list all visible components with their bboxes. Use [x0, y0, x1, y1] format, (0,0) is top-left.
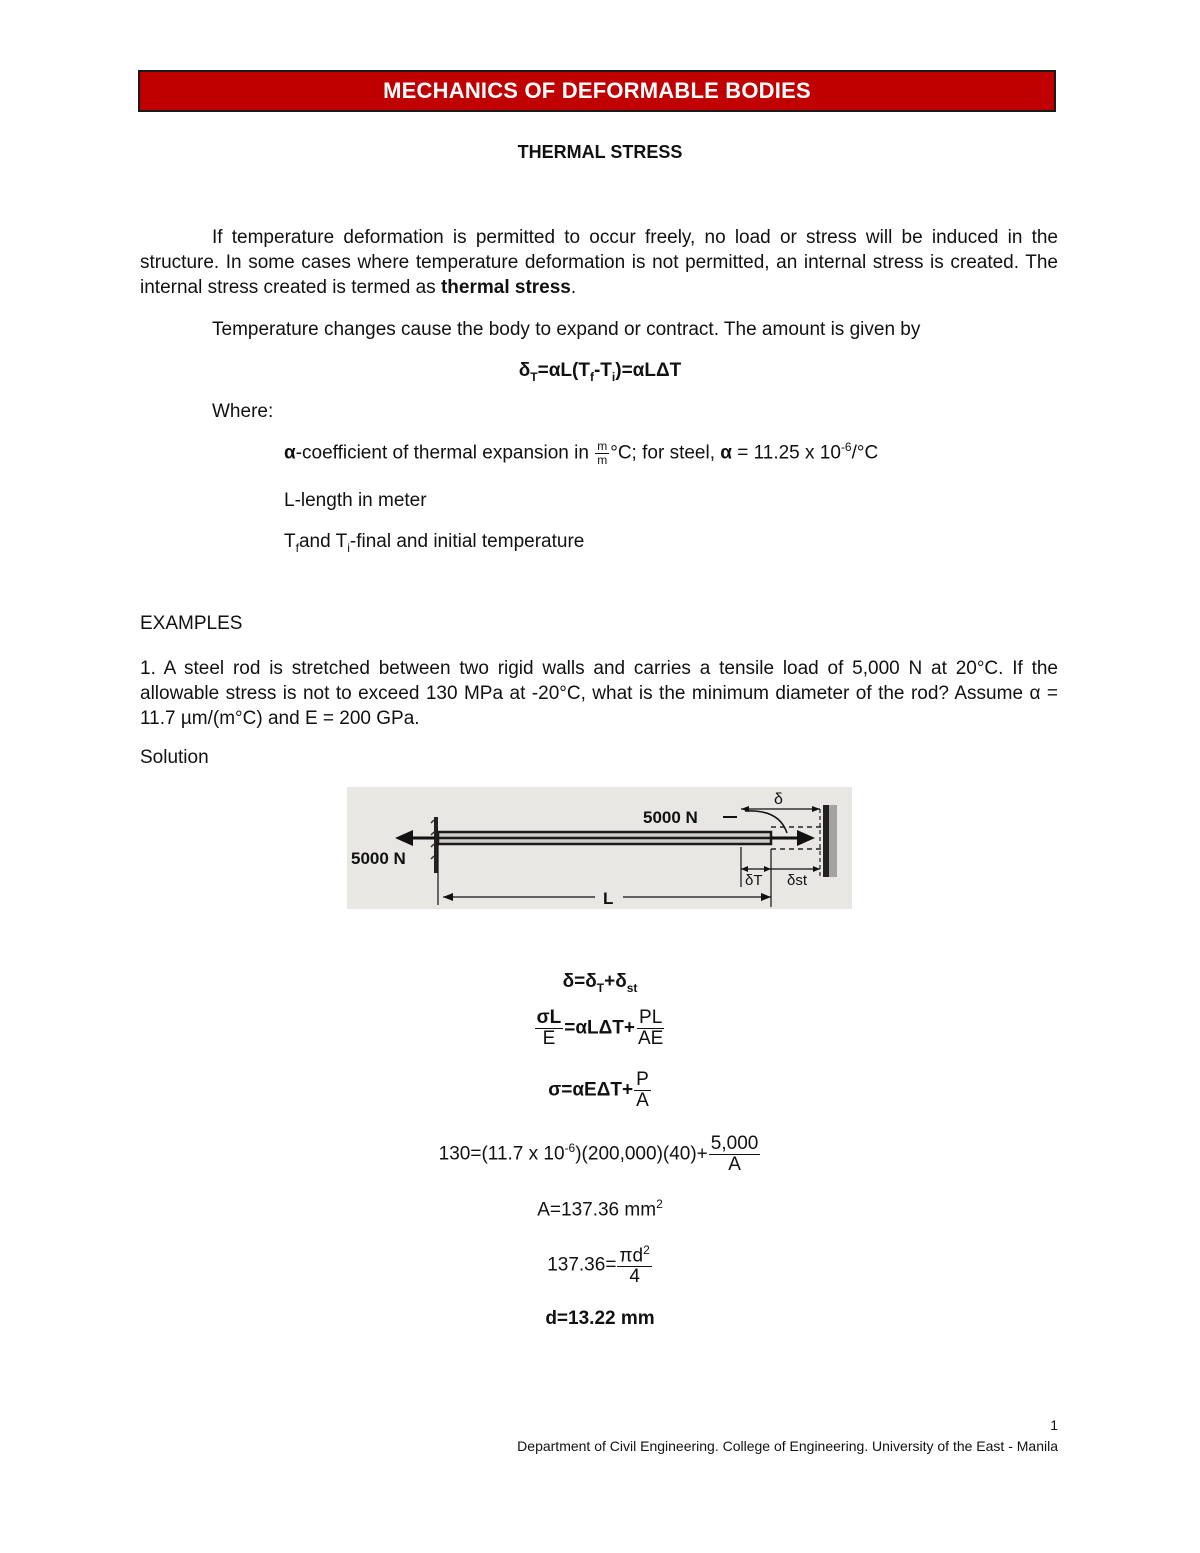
step6-num-exponent: 2 — [643, 1243, 650, 1257]
answer-diameter: d=13.22 mm — [545, 1308, 655, 1329]
step6-fraction — [617, 1244, 651, 1287]
alpha-value: = 11.25 x 10 — [731, 442, 841, 464]
formula-delta: δ — [518, 360, 531, 381]
formula-part1: =αL(T — [537, 360, 590, 381]
section-title: THERMAL STRESS — [517, 142, 683, 162]
delta-st-label: δst — [787, 872, 808, 889]
tf-symbol: T — [284, 531, 296, 552]
footer-department: Department of Civil Engineering. College of Engineering. University of the East - Manila — [517, 1438, 1058, 1454]
m-per-m-fraction — [595, 440, 609, 466]
step2-mid: =αLΔT+ — [564, 1017, 635, 1039]
step3-den: A — [636, 1089, 649, 1111]
ti-symbol: and T — [298, 531, 348, 552]
step6-num-text: πd — [619, 1245, 644, 1267]
alpha-text: -coefficient of thermal expansion in — [295, 442, 595, 464]
step4-left: 130=(11.7 x 10 — [438, 1143, 565, 1165]
step4-exponent: -6 — [564, 1141, 576, 1156]
step1-part2: +δ — [604, 971, 627, 992]
expansion-paragraph: Temperature changes cause the body to expand or contract. The amount is given by — [212, 319, 921, 340]
rod-diagram-figure — [347, 787, 852, 909]
step-deformation-equation — [0, 1008, 1200, 1049]
solution-label: Solution — [140, 747, 209, 768]
page-number: 1 — [1050, 1417, 1058, 1433]
fraction-numerator: m — [597, 439, 608, 454]
right-wall — [823, 805, 829, 877]
step-total-deformation — [0, 971, 1200, 995]
length-definition: L-length in meter — [284, 490, 427, 511]
formula-part3: )=αLΔT — [615, 360, 682, 381]
alpha-unit: °C; for steel, — [610, 442, 721, 464]
formula-sub-T: T — [530, 369, 538, 384]
course-title-banner — [138, 70, 1056, 112]
formula-sub-f: f — [589, 369, 594, 384]
temperature-text: -final and initial temperature — [349, 531, 585, 552]
step1-sub-T: T — [596, 980, 605, 995]
step5-text: A=137.36 mm — [537, 1199, 657, 1221]
thermal-stress-term: thermal stress — [440, 277, 571, 298]
step-diameter-equation — [0, 1244, 1200, 1287]
step1-part1: δ=δ — [562, 971, 597, 992]
intro-paragraph — [140, 225, 1058, 300]
step2-num2: PL — [639, 1007, 663, 1028]
alpha-definition — [284, 440, 878, 466]
step3-left: σ=αEΔT+ — [548, 1079, 634, 1101]
intro-period: . — [570, 277, 577, 298]
step6-den: 4 — [629, 1266, 640, 1288]
alpha-symbol: α — [284, 442, 296, 464]
intro-text: If temperature deformation is permitted to occur freely, no load or stress will be induced in the structure. In some cases where temperature deformation is not permitted, an internal stress is created. The internal stress created is termed as — [140, 227, 1058, 298]
step6-left: 137.36= — [547, 1254, 617, 1276]
tf-sub: f — [295, 540, 299, 555]
formula-sub-i: i — [611, 369, 616, 384]
course-title: MECHANICS OF DEFORMABLE BODIES — [383, 78, 811, 103]
delta-label: δ — [774, 791, 783, 808]
step-stress-equation — [0, 1070, 1200, 1111]
step2-fraction-right — [636, 1008, 665, 1049]
step2-den2: AE — [638, 1027, 664, 1049]
step5-exponent: 2 — [656, 1197, 663, 1211]
rod-diagram — [347, 787, 852, 909]
step2-fraction-left — [535, 1008, 564, 1049]
step6-num — [617, 1244, 651, 1267]
temperature-definition — [284, 531, 584, 555]
step2-num: σL — [536, 1007, 562, 1028]
fraction-denominator: m — [597, 452, 608, 467]
examples-heading: EXAMPLES — [140, 613, 243, 634]
right-load-label: 5000 N — [643, 808, 698, 827]
step-substitution — [0, 1134, 1200, 1175]
step3-fraction — [634, 1070, 651, 1111]
length-label: L — [603, 889, 614, 908]
step4-num: 5,000 — [710, 1133, 759, 1154]
step4-den: A — [728, 1153, 741, 1175]
step4-fraction — [709, 1134, 761, 1175]
where-label: Where: — [212, 401, 274, 422]
step-area-result — [0, 1197, 1200, 1221]
alpha-symbol-steel: α — [720, 442, 732, 464]
alpha-exponent: -6 — [840, 440, 852, 454]
delta-t-label: δT — [745, 872, 763, 889]
step3-num: P — [636, 1069, 649, 1090]
left-arrowhead — [395, 830, 413, 846]
step1-sub-st: st — [626, 980, 638, 995]
step4-mid: )(200,000)(40)+ — [575, 1143, 708, 1165]
example-1-problem: 1. A steel rod is stretched between two rigid walls and carries a tensile load of 5,000 N at 20°C. If the allowable stress is not to exceed 130 MPa at -20°C, what is the minimum diameter of the rod? Assume α = 11.7 µm/(m°C) and E = 200 GPa. — [140, 658, 1058, 729]
thermal-deformation-formula — [0, 360, 1200, 384]
formula-part2: -T — [593, 360, 612, 381]
left-load-label: 5000 N — [351, 849, 406, 868]
alpha-unit-end: /°C — [851, 442, 879, 464]
ti-sub: i — [347, 540, 350, 555]
right-arrowhead — [797, 830, 815, 846]
step2-den: E — [542, 1027, 556, 1049]
